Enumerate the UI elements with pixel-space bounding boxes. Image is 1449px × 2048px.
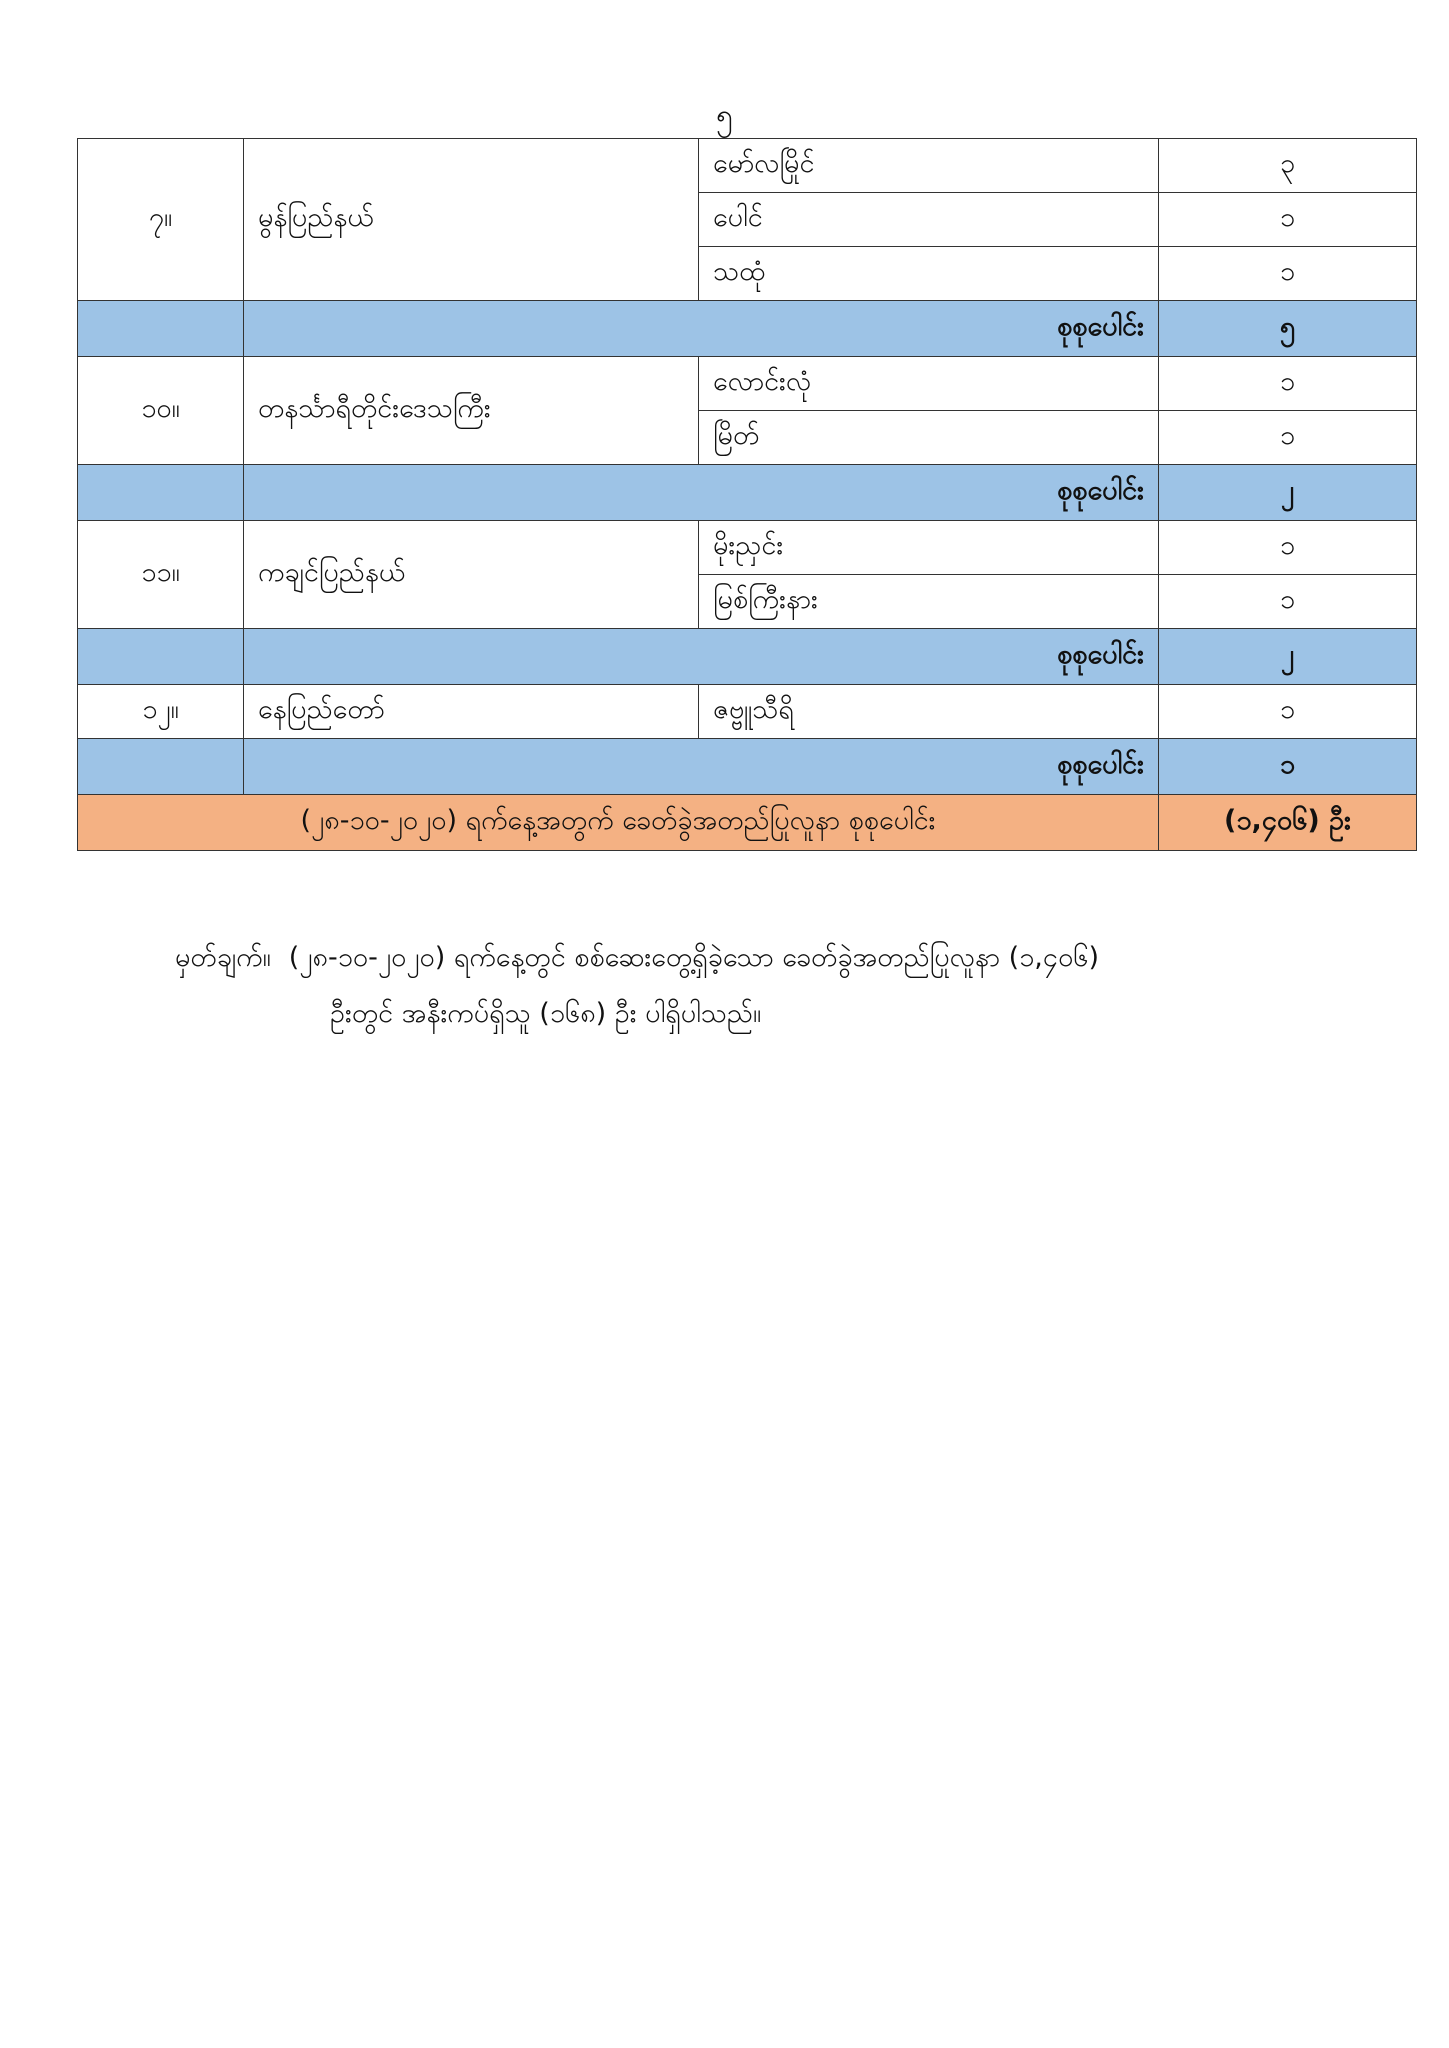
table-row bbox=[78, 139, 1417, 193]
region-name: နေပြည်တော် bbox=[244, 685, 699, 739]
subtotal-row bbox=[78, 739, 1417, 795]
note-block bbox=[175, 930, 1375, 1042]
township-name: သထုံ bbox=[699, 247, 1159, 301]
case-count: ၁ bbox=[1159, 411, 1417, 465]
note-label: မှတ်ချက်။ bbox=[175, 942, 271, 973]
region-name: တနင်္သာရီတိုင်းဒေသကြီး bbox=[244, 357, 699, 465]
empty-cell bbox=[78, 629, 244, 685]
township-name: ဇဗ္ဗူသီရိ bbox=[699, 685, 1159, 739]
region-name: ကချင်ပြည်နယ် bbox=[244, 521, 699, 629]
subtotal-label: စုစုပေါင်း bbox=[244, 301, 1159, 357]
case-count: ၁ bbox=[1159, 685, 1417, 739]
subtotal-value: ၂ bbox=[1159, 629, 1417, 685]
table-row bbox=[78, 521, 1417, 575]
case-count: ၁ bbox=[1159, 521, 1417, 575]
note-text-1: (၂၈-၁၀-၂၀၂၀) ရက်နေ့တွင် စစ်ဆေးတွေ့ရှိခဲ့သော ခေတ်ခွဲအတည်ပြုလူနာ (၁,၄၀၆) bbox=[288, 942, 1099, 973]
region-name: မွန်ပြည်နယ် bbox=[244, 139, 699, 301]
township-name: မြိတ် bbox=[699, 411, 1159, 465]
township-name: လောင်းလုံ bbox=[699, 357, 1159, 411]
subtotal-row bbox=[78, 465, 1417, 521]
case-count: ၁ bbox=[1159, 247, 1417, 301]
subtotal-label: စုစုပေါင်း bbox=[244, 629, 1159, 685]
township-name: မော်လမြိုင် bbox=[699, 139, 1159, 193]
note-line-2: ဦးတွင် အနီးကပ်ရှိသူ (၁၆၈) ဦး ပါရှိပါသည်။ bbox=[330, 998, 762, 1029]
subtotal-value: ၅ bbox=[1159, 301, 1417, 357]
case-count: ၁ bbox=[1159, 575, 1417, 629]
row-number: ၇။ bbox=[78, 139, 244, 301]
grand-total-label: (၂၈-၁၀-၂၀၂၀) ရက်နေ့အတွက် ခေတ်ခွဲအတည်ပြုလူနာ စုစုပေါင်း bbox=[78, 795, 1159, 851]
case-count: ၃ bbox=[1159, 139, 1417, 193]
case-count: ၁ bbox=[1159, 357, 1417, 411]
grand-total-row bbox=[78, 795, 1417, 851]
table-row bbox=[78, 357, 1417, 411]
empty-cell bbox=[78, 301, 244, 357]
subtotal-row bbox=[78, 301, 1417, 357]
case-count: ၁ bbox=[1159, 193, 1417, 247]
subtotal-value: ၁ bbox=[1159, 739, 1417, 795]
township-name: မိုးညှင်း bbox=[699, 521, 1159, 575]
row-number: ၁၀။ bbox=[78, 357, 244, 465]
empty-cell bbox=[78, 739, 244, 795]
page-number: ၅ bbox=[716, 98, 733, 133]
township-name: ပေါင် bbox=[699, 193, 1159, 247]
table-row bbox=[78, 685, 1417, 739]
empty-cell bbox=[78, 465, 244, 521]
subtotal-label: စုစုပေါင်း bbox=[244, 465, 1159, 521]
row-number: ၁၂။ bbox=[78, 685, 244, 739]
note-line-1 bbox=[175, 930, 1375, 986]
township-name: မြစ်ကြီးနား bbox=[699, 575, 1159, 629]
subtotal-label: စုစုပေါင်း bbox=[244, 739, 1159, 795]
subtotal-row bbox=[78, 629, 1417, 685]
row-number: ၁၁။ bbox=[78, 521, 244, 629]
case-table bbox=[77, 138, 1417, 851]
subtotal-value: ၂ bbox=[1159, 465, 1417, 521]
grand-total-value: (၁,၄၀၆) ဦး bbox=[1159, 795, 1417, 851]
